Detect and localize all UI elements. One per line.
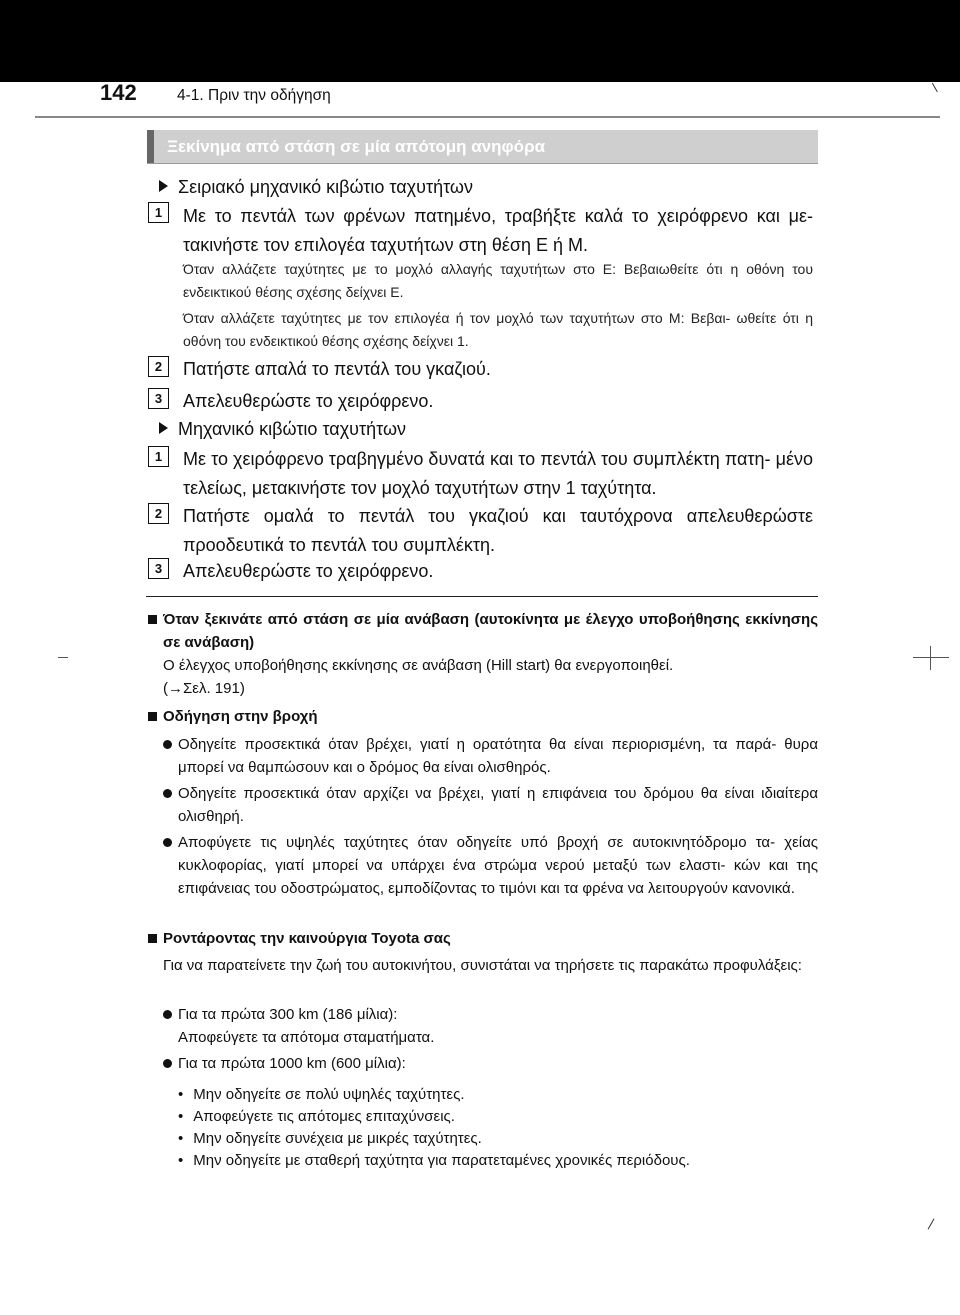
list-item: Για τα πρώτα 1000 km (600 μίλια):	[163, 1052, 818, 1075]
list-item: Αποφύγετε τις υψηλές ταχύτητες όταν οδηγείτε υπό βροχή σε αυτοκινητόδρομο τα- χείας κυκλοφορίας, γιατί μπορεί να υπάρχει ένα στρώμα νερού μεταξύ των ελαστι- κών και της επιφάνειας του οδοστρώματος, εμποδίζοντας το τιμόνι και τα φρένα να λειτουργούν κανονικά.	[163, 831, 818, 900]
info-text: Ο έλεγχος υποβοήθησης εκκίνησης σε ανάβαση (Hill start) θα ενεργοποιηθεί.	[163, 657, 674, 674]
top-black-band	[0, 0, 960, 82]
registration-mark	[930, 646, 931, 670]
square-bullet-icon	[148, 934, 157, 943]
step-text: Με το χειρόφρενο τραβηγμένο δυνατά και το πεντάλ του συμπλέκτη πατη- μένο τελείως, μετακινήστε τον μοχλό ταχυτήτων στην 1 ταχύτητα.	[183, 449, 813, 498]
square-bullet-icon	[148, 615, 157, 624]
list-item: Για τα πρώτα 300 km (186 μίλια): Αποφεύγετε τα απότομα σταματήματα.	[163, 1003, 818, 1049]
step-number-badge: 2	[148, 503, 169, 524]
step-text: Πατήστε απαλά το πεντάλ του γκαζιού.	[183, 359, 491, 379]
round-bullet-icon	[163, 1059, 172, 1068]
page-reference: (→Σελ. 191)	[163, 680, 245, 697]
sub-list-item: • Μην οδηγείτε συνέχεια με μικρές ταχύτητες.	[178, 1127, 482, 1150]
info-text: Για να παρατείνετε την ζωή του αυτοκινήτου, συνιστάται να τηρήσετε τις παρακάτω προφυλάξεις:	[163, 957, 802, 974]
list-item: Οδηγείτε προσεκτικά όταν βρέχει, γιατί η ορατότητα θα είναι περιορισμένη, τα παρά- θυρα μπορεί να θαμπώσουν και ο δρόμος θα είναι ολισθηρός.	[163, 733, 818, 779]
step-note: Όταν αλλάζετε ταχύτητες με το μοχλό αλλαγής ταχυτήτων στο E: Βεβαιωθείτε ότι η οθόνη του ενδεικτικού θέσης σχέσης δείχνει E.	[183, 261, 813, 300]
list-item: Οδηγείτε προσεκτικά όταν αρχίζει να βρέχει, γιατί η επιφάνεια του δρόμου θα είναι ιδιαίτερα ολισθηρή.	[163, 782, 818, 828]
triangle-bullet-icon	[159, 180, 168, 192]
square-bullet-icon	[148, 712, 157, 721]
section-heading	[147, 130, 818, 164]
round-bullet-icon	[163, 789, 172, 798]
step-number-badge: 2	[148, 356, 169, 377]
step-text: Με το πεντάλ των φρένων πατημένο, τραβήξτε καλά το χειρόφρενο και με- τακινήστε τον επιλογέα ταχυτήτων στη θέση E ή M.	[183, 206, 813, 255]
section-divider	[146, 596, 818, 597]
step-number-badge: 3	[148, 558, 169, 579]
registration-mark	[58, 657, 68, 658]
subsection-title: Σειριακό μηχανικό κιβώτιο ταχυτήτων	[159, 177, 473, 198]
sub-list-item: • Αποφεύγετε τις απότομες επιταχύνσεις.	[178, 1105, 455, 1128]
page-number: 142	[100, 80, 137, 105]
info-heading: Ροντάροντας την καινούργια Toyota σας	[148, 927, 818, 950]
step-number-badge: 1	[148, 446, 169, 467]
step-number-badge: 3	[148, 388, 169, 409]
sub-list-item: • Μην οδηγείτε με σταθερή ταχύτητα για παρατεταμένες χρονικές περιόδους.	[178, 1149, 690, 1172]
section-title: Ξεκίνημα από στάση σε μία απότομη ανηφόρα	[167, 137, 546, 156]
chapter-title: 4-1. Πριν την οδήγηση	[177, 87, 331, 104]
sub-list-item: • Μην οδηγείτε σε πολύ υψηλές ταχύτητες.	[178, 1083, 464, 1106]
step-text: Απελευθερώστε το χειρόφρενο.	[183, 391, 434, 411]
round-bullet-icon	[163, 1010, 172, 1019]
crop-mark	[923, 83, 938, 97]
step-text: Απελευθερώστε το χειρόφρενο.	[183, 561, 434, 581]
round-bullet-icon	[163, 740, 172, 749]
info-heading: Όταν ξεκινάτε από στάση σε μία ανάβαση (αυτοκίνητα με έλεγχο υποβοήθησης εκκίνησης σε ανάβαση)	[148, 608, 818, 654]
crop-mark	[928, 1219, 942, 1234]
registration-mark	[913, 657, 949, 658]
info-heading: Οδήγηση στην βροχή	[148, 705, 818, 728]
round-bullet-icon	[163, 838, 172, 847]
step-text: Πατήστε ομαλά το πεντάλ του γκαζιού και ταυτόχρονα απελευθερώστε προοδευτικά το πεντάλ του συμπλέκτη.	[183, 506, 813, 555]
header-rule	[35, 116, 940, 118]
step-note: Όταν αλλάζετε ταχύτητες με τον επιλογέα ή τον μοχλό των ταχυτήτων στο M: Βεβαι- ωθείτε ότι η οθόνη του ενδεικτικού θέσης σχέσης δείχνει 1.	[183, 310, 813, 349]
triangle-bullet-icon	[159, 422, 168, 434]
step-number-badge: 1	[148, 202, 169, 223]
subsection-title: Μηχανικό κιβώτιο ταχυτήτων	[159, 419, 406, 440]
